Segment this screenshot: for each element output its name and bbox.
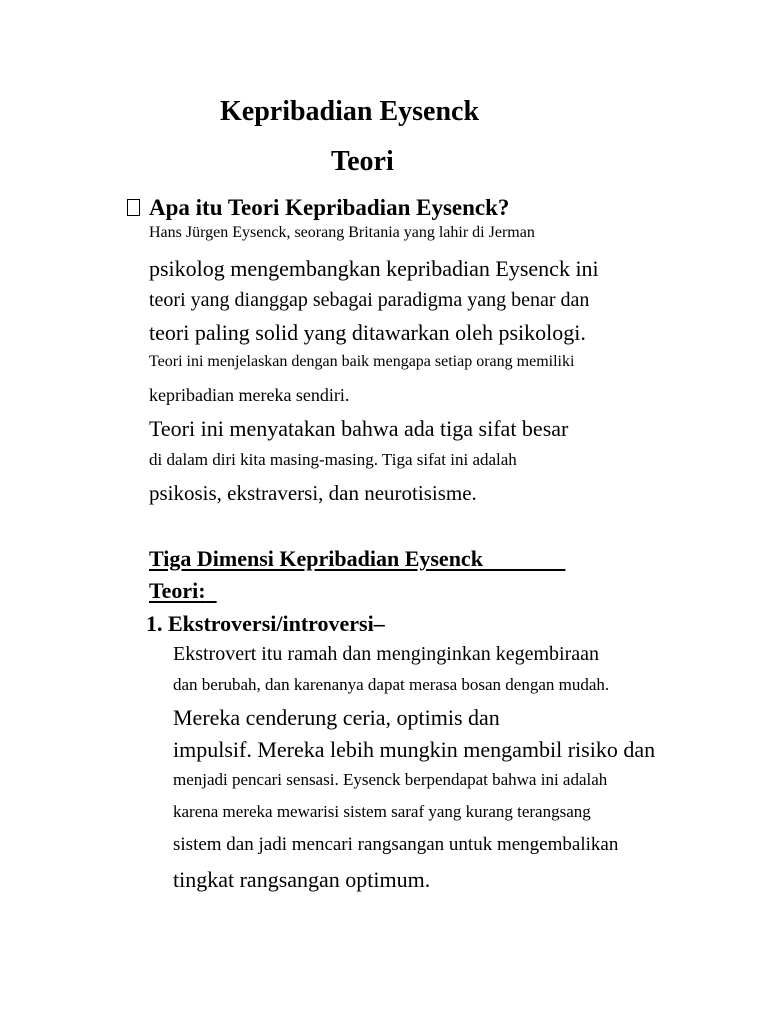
page-title-line-2: Teori: [331, 146, 394, 177]
paragraph-line: Ekstrovert itu ramah dan menginginkan kegembiraan: [173, 643, 599, 665]
paragraph-line: Mereka cenderung ceria, optimis dan: [173, 705, 500, 730]
paragraph-line: impulsif. Mereka lebih mungkin mengambil risiko dan: [173, 737, 656, 762]
paragraph-line: Hans Jürgen Eysenck, seorang Britania yang lahir di Jerman: [149, 224, 535, 241]
paragraph-line: teori yang dianggap sebagai paradigma yang benar dan: [149, 289, 590, 311]
paragraph-line: Teori ini menyatakan bahwa ada tiga sifat besar: [149, 416, 569, 441]
list-item-title: 1. Ekstroversi/introversi–: [146, 611, 385, 636]
bullet-box-icon: [127, 199, 140, 216]
section-heading-2-line-2: Teori:: [149, 578, 206, 603]
paragraph-line: Teori ini menjelaskan dengan baik mengapa setiap orang memiliki: [149, 353, 575, 370]
paragraph-line: psikolog mengembangkan kepribadian Eysenck ini: [149, 256, 599, 281]
paragraph-line: menjadi pencari sensasi. Eysenck berpendapat bahwa ini adalah: [173, 770, 608, 789]
paragraph-line: karena mereka mewarisi sistem saraf yang kurang terangsang: [173, 802, 591, 821]
section-heading: Apa itu Teori Kepribadian Eysenck?: [149, 195, 510, 220]
section-heading-2: Tiga Dimensi Kepribadian Eysenck: [149, 546, 483, 571]
paragraph-line: teori paling solid yang ditawarkan oleh psikologi.: [149, 320, 586, 345]
page-title: Kepribadian Eysenck: [220, 96, 480, 127]
paragraph-line: di dalam diri kita masing-masing. Tiga sifat ini adalah: [149, 450, 517, 469]
paragraph-line: dan berubah, dan karenanya dapat merasa bosan dengan mudah.: [173, 675, 610, 694]
paragraph-line: sistem dan jadi mencari rangsangan untuk mengembalikan: [173, 834, 619, 855]
paragraph-line: tingkat rangsangan optimum.: [173, 867, 431, 892]
paragraph-line: kepribadian mereka sendiri.: [149, 385, 350, 405]
paragraph-line: psikosis, ekstraversi, dan neurotisisme.: [149, 481, 477, 505]
